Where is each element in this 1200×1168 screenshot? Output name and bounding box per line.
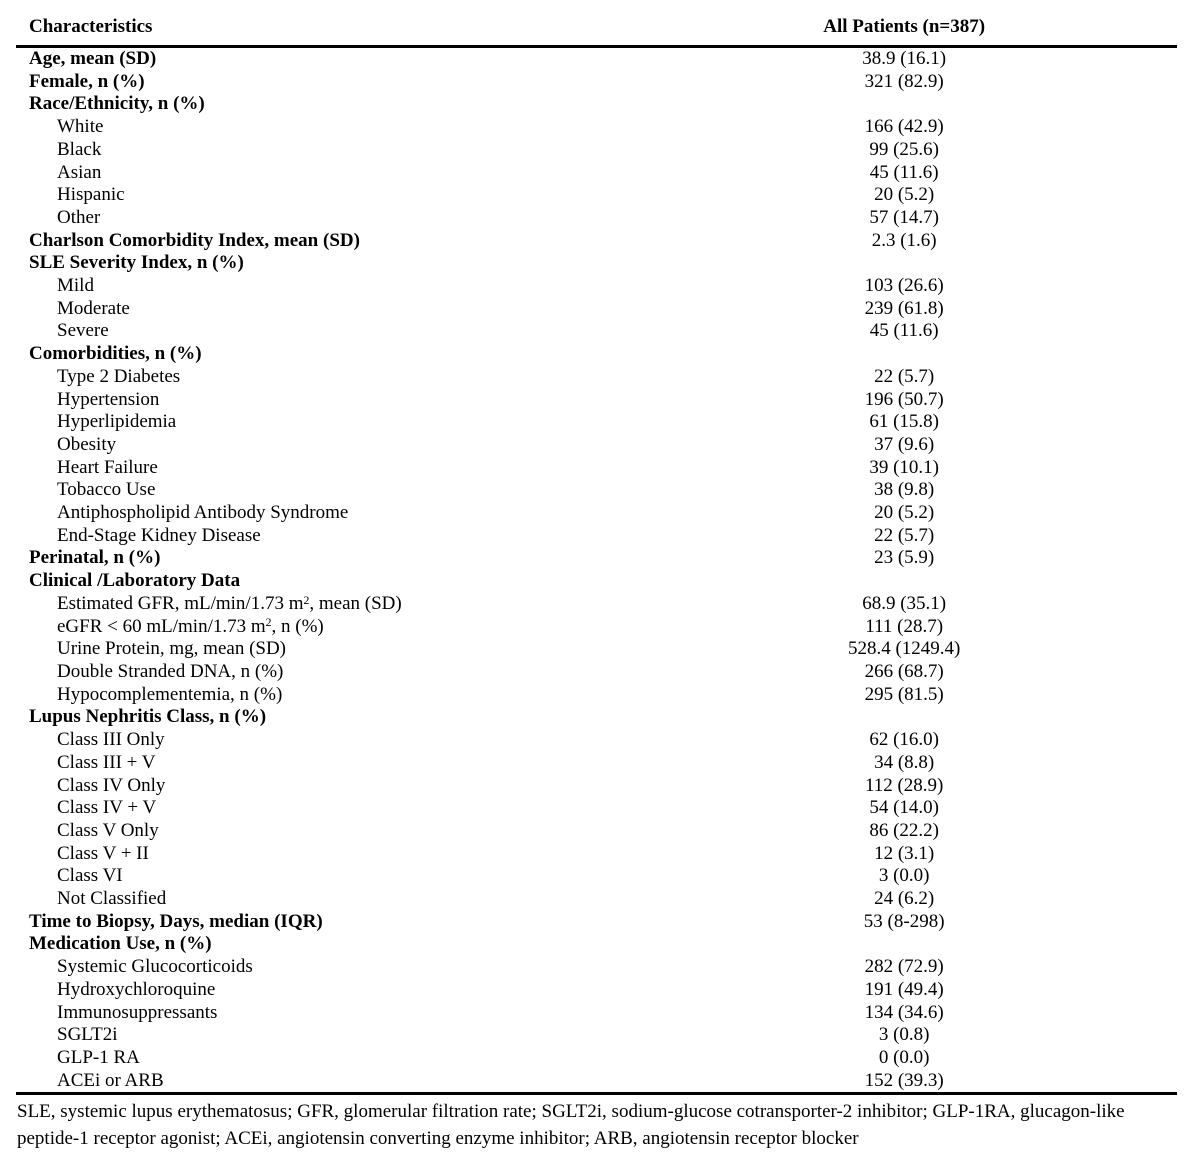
- row-label: Age, mean (SD): [29, 48, 157, 69]
- table-row: [16, 184, 1177, 207]
- row-value: 62 (16.0): [869, 729, 939, 751]
- table-row: [16, 752, 1177, 775]
- row-value: 23 (5.9): [874, 547, 935, 569]
- table-row: [16, 570, 1177, 593]
- row-value: 54 (14.0): [869, 797, 939, 819]
- table-row: [16, 502, 1177, 525]
- table-row: [16, 275, 1177, 298]
- row-label: Systemic Glucocorticoids: [57, 956, 253, 978]
- row-value: 22 (5.7): [874, 365, 935, 387]
- row-label: Other: [57, 206, 101, 228]
- table-row: [16, 956, 1177, 979]
- row-value: [631, 933, 1177, 956]
- table-row: [16, 434, 1177, 457]
- row-label: Asian: [57, 161, 102, 183]
- row-label: Clinical /Laboratory Data: [29, 570, 241, 592]
- row-label: Class V + II: [57, 842, 149, 864]
- table-row: [16, 775, 1177, 798]
- table-row: [16, 888, 1177, 911]
- table-row: [16, 411, 1177, 434]
- table-row: [16, 230, 1177, 253]
- row-label: Hydroxychloroquine: [57, 978, 216, 1000]
- row-label: Urine Protein, mg, mean (SD): [57, 638, 287, 660]
- table-row: [16, 298, 1177, 321]
- row-value: [631, 343, 1177, 366]
- row-label: Hispanic: [57, 184, 125, 206]
- table-row: [16, 911, 1177, 934]
- row-value: 20 (5.2): [874, 184, 935, 206]
- row-value: 152 (39.3): [864, 1069, 944, 1091]
- table-row: [16, 547, 1177, 570]
- row-label: Hyperlipidemia: [57, 411, 177, 433]
- row-value: 12 (3.1): [874, 842, 935, 864]
- row-label: eGFR < 60 mL/min/1.73 $m^2$, n (%): [57, 615, 324, 637]
- row-label: Heart Failure: [57, 456, 158, 478]
- row-label: Hypocomplementemia, n (%): [57, 683, 283, 705]
- row-label: Not Classified: [57, 888, 167, 910]
- row-value: [631, 706, 1177, 729]
- row-label: Race/Ethnicity, n (%): [29, 93, 205, 115]
- table-row: [16, 661, 1177, 684]
- footnote-line-2: peptide-1 receptor agonist; ACEi, angiotensin converting enzyme inhibitor; ARB, angiotensin receptor blocker: [17, 1128, 859, 1150]
- table-row: [16, 93, 1177, 116]
- table-row: [16, 797, 1177, 820]
- row-value: 57 (14.7): [869, 206, 939, 228]
- row-label: Comorbidities, n (%): [29, 343, 202, 365]
- table-row: [16, 638, 1177, 661]
- row-value: 0 (0.0): [878, 1046, 930, 1068]
- row-label: Charlson Comorbidity Index, mean (SD): [29, 229, 360, 251]
- row-value: 103 (26.6): [864, 275, 944, 297]
- row-value: 86 (22.2): [869, 819, 939, 841]
- row-label: Lupus Nephritis Class, n (%): [29, 706, 267, 728]
- row-label: Class IV + V: [57, 797, 157, 819]
- footnote-line-1: SLE, systemic lupus erythematosus; GFR, glomerular filtration rate; SGLT2i, sodium-glucose cotransporter-2 inhibitor; GLP-1RA, glucagon-like: [17, 1101, 1125, 1123]
- row-label: Moderate: [57, 297, 130, 319]
- table-row: [16, 1070, 1177, 1094]
- row-label: Medication Use, n (%): [29, 933, 212, 955]
- row-label: ACEi or ARB: [57, 1069, 164, 1091]
- table-row: [16, 1024, 1177, 1047]
- row-value: 53 (8-298): [863, 910, 945, 932]
- header-row: [16, 0, 1177, 47]
- row-label: Female, n (%): [29, 70, 145, 92]
- row-value: 20 (5.2): [874, 502, 935, 524]
- row-value: 37 (9.6): [874, 433, 935, 455]
- row-label: Class V Only: [57, 819, 159, 841]
- row-label: Estimated GFR, mL/min/1.73 $m^2$, mean (SD): [57, 592, 402, 614]
- table-row: [16, 139, 1177, 162]
- row-label: Hypertension: [57, 388, 160, 410]
- row-value: 34 (8.8): [874, 751, 935, 773]
- row-value: 38 (9.8): [874, 479, 935, 501]
- table-row: [16, 479, 1177, 502]
- row-label: Class IV Only: [57, 774, 166, 796]
- table-row: [16, 457, 1177, 480]
- table-row: [16, 684, 1177, 707]
- row-value: 68.9 (35.1): [862, 592, 947, 614]
- row-label: Black: [57, 138, 102, 160]
- table-row: [16, 366, 1177, 389]
- column-header-characteristics: Characteristics: [16, 0, 631, 47]
- row-value: 2.3 (1.6): [871, 229, 937, 251]
- row-value: 196 (50.7): [864, 388, 944, 410]
- row-label: White: [57, 116, 104, 138]
- table-row: [16, 706, 1177, 729]
- row-label: Perinatal, n (%): [29, 547, 161, 569]
- table-row: [16, 593, 1177, 616]
- row-value: [631, 252, 1177, 275]
- row-value: 191 (49.4): [864, 978, 944, 1000]
- row-label: Class VI: [57, 865, 123, 887]
- row-value: 3 (0.0): [878, 865, 930, 887]
- table-row: [16, 616, 1177, 639]
- characteristics-table: [16, 0, 1177, 1095]
- table-row: [16, 47, 1177, 71]
- table-body: [16, 47, 1177, 1094]
- table-row: [16, 1002, 1177, 1025]
- table-row: [16, 389, 1177, 412]
- row-value: 38.9 (16.1): [862, 48, 947, 69]
- column-header-all-patients: All Patients (n=387): [631, 0, 1177, 47]
- row-label: Type 2 Diabetes: [57, 365, 181, 387]
- table-row: [16, 865, 1177, 888]
- row-value: 528.4 (1249.4): [847, 638, 961, 660]
- row-label: Double Stranded DNA, n (%): [57, 660, 284, 682]
- row-value: 282 (72.9): [864, 956, 944, 978]
- row-value: [631, 93, 1177, 116]
- row-value: 266 (68.7): [864, 660, 944, 682]
- row-value: 22 (5.7): [874, 524, 935, 546]
- row-label: Tobacco Use: [57, 479, 156, 501]
- row-label: Time to Biopsy, Days, median (IQR): [29, 910, 323, 932]
- row-label: End-Stage Kidney Disease: [57, 524, 261, 546]
- row-value: 24 (6.2): [874, 888, 935, 910]
- table-row: [16, 162, 1177, 185]
- row-value: 295 (81.5): [864, 683, 944, 705]
- row-value: 321 (82.9): [864, 70, 944, 92]
- table-footnote: [16, 1095, 1177, 1152]
- row-value: [631, 570, 1177, 593]
- table-row: [16, 116, 1177, 139]
- table-row: [16, 343, 1177, 366]
- row-value: 61 (15.8): [869, 411, 939, 433]
- row-label: Mild: [57, 275, 94, 297]
- table-row: [16, 979, 1177, 1002]
- row-value: 39 (10.1): [869, 456, 939, 478]
- table-row: [16, 320, 1177, 343]
- row-value: 45 (11.6): [869, 320, 939, 342]
- row-label: Antiphospholipid Antibody Syndrome: [57, 502, 349, 524]
- row-label: SLE Severity Index, n (%): [29, 252, 244, 274]
- row-value: 99 (25.6): [869, 138, 939, 160]
- row-value: 112 (28.9): [864, 774, 944, 796]
- row-value: 45 (11.6): [869, 161, 939, 183]
- row-label: Class III + V: [57, 751, 156, 773]
- row-value: 111 (28.7): [865, 615, 944, 637]
- table-row: [16, 820, 1177, 843]
- row-value: 239 (61.8): [864, 297, 944, 319]
- row-label: Obesity: [57, 433, 117, 455]
- row-label: Immunosuppressants: [57, 1001, 218, 1023]
- row-value: 134 (34.6): [864, 1001, 944, 1023]
- superscript-2: 2: [303, 593, 310, 607]
- row-label: Class III Only: [57, 729, 165, 751]
- row-label: GLP-1 RA: [57, 1046, 140, 1068]
- table-row: [16, 71, 1177, 94]
- superscript-2: 2: [265, 616, 272, 630]
- row-value: 166 (42.9): [864, 116, 944, 138]
- table-row: [16, 729, 1177, 752]
- row-value: 3 (0.8): [878, 1024, 930, 1046]
- table-row: [16, 933, 1177, 956]
- table-row: [16, 525, 1177, 548]
- row-label: SGLT2i: [57, 1024, 118, 1046]
- table-row: [16, 1047, 1177, 1070]
- table-row: [16, 843, 1177, 866]
- table-row: [16, 252, 1177, 275]
- table-header: [16, 0, 1177, 47]
- table-row: [16, 207, 1177, 230]
- row-label: Severe: [57, 320, 109, 342]
